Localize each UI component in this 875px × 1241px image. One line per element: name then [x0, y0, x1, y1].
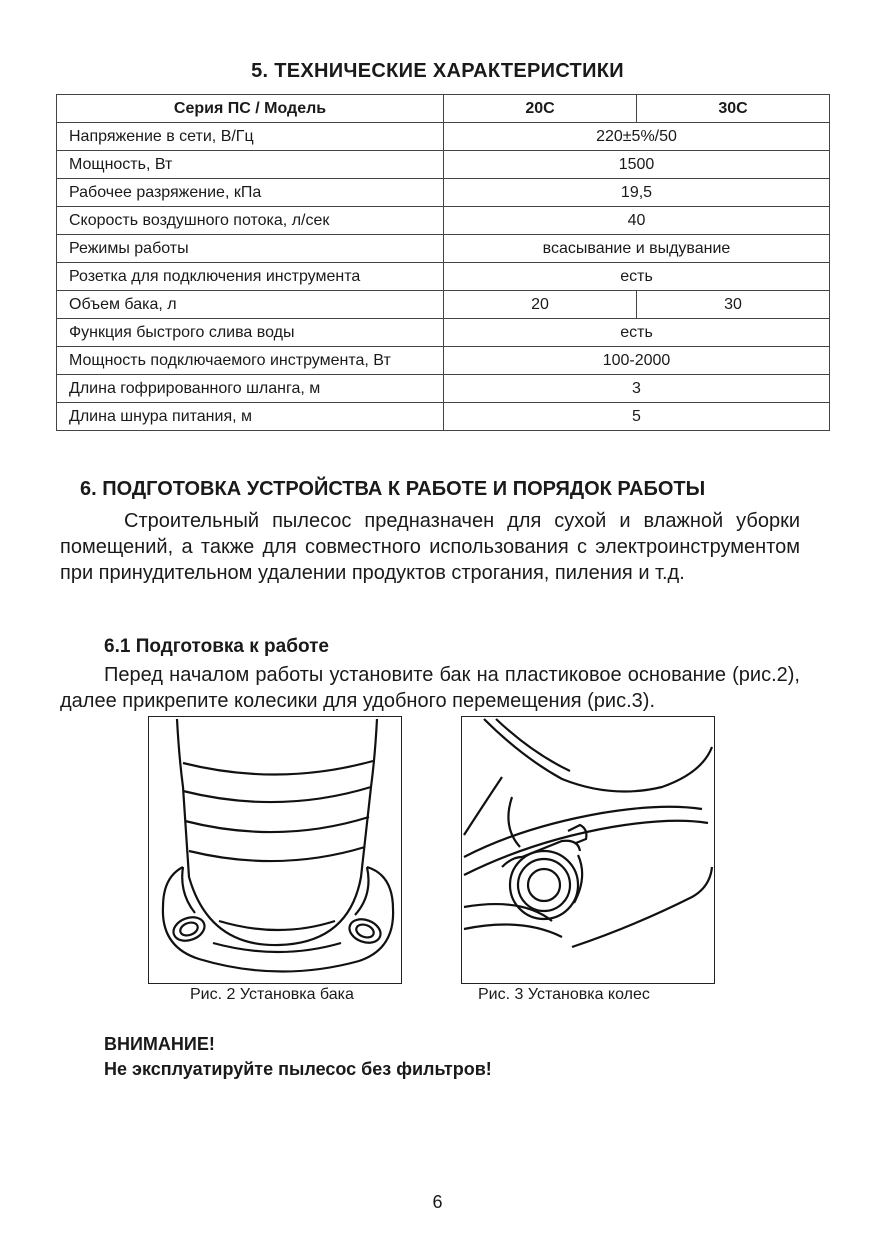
- row-value: есть: [444, 263, 830, 291]
- table-row: [57, 207, 830, 235]
- table-row: [57, 179, 830, 207]
- row-param: Скорость воздушного потока, л/сек: [57, 207, 444, 235]
- warning-text: Не эксплуатируйте пылесос без фильтров!: [104, 1059, 492, 1079]
- table-row: [57, 235, 830, 263]
- row-value: всасывание и выдувание: [444, 235, 830, 263]
- figure-2-caption: Рис. 2 Установка бака: [190, 986, 354, 1003]
- row-param: Напряжение в сети, В/Гц: [57, 123, 444, 151]
- row-value: 220±5%/50: [444, 123, 830, 151]
- header-param: Серия ПС / Модель: [57, 95, 444, 123]
- row-param: Функция быстрого слива воды: [57, 319, 444, 347]
- table-header-row: [57, 95, 830, 123]
- row-value-20: 20: [444, 291, 637, 319]
- row-value: 5: [444, 403, 830, 431]
- row-param: Розетка для подключения инструмента: [57, 263, 444, 291]
- table-row: [57, 151, 830, 179]
- row-value: 3: [444, 375, 830, 403]
- page-number: 6: [432, 1192, 443, 1212]
- row-param: Рабочее разряжение, кПа: [57, 179, 444, 207]
- row-param: Мощность подключаемого инструмента, Вт: [57, 347, 444, 375]
- header-model-30: 30С: [636, 95, 829, 123]
- table-row: [57, 403, 830, 431]
- table-row: [57, 347, 830, 375]
- section-6-title: 6. ПОДГОТОВКА УСТРОЙСТВА К РАБОТЕ И ПОРЯДОК РАБОТЫ: [80, 478, 706, 500]
- wheel-illustration: [462, 717, 714, 983]
- figure-wheel-install: [461, 716, 715, 984]
- row-value: есть: [444, 319, 830, 347]
- row-value-30: 30: [636, 291, 829, 319]
- row-param: Длина шнура питания, м: [57, 403, 444, 431]
- row-value: 1500: [444, 151, 830, 179]
- row-param: Длина гофрированного шланга, м: [57, 375, 444, 403]
- subsection-paragraph: [60, 662, 800, 714]
- specs-table: [56, 94, 830, 431]
- warning-title: ВНИМАНИЕ!: [104, 1034, 215, 1054]
- row-param: Режимы работы: [57, 235, 444, 263]
- section-5-title: 5. ТЕХНИЧЕСКИЕ ХАРАКТЕРИСТИКИ: [251, 60, 624, 82]
- intro-paragraph: [60, 508, 800, 586]
- table-row: [57, 123, 830, 151]
- header-model-20: 20С: [444, 95, 637, 123]
- tank-illustration: [149, 717, 401, 983]
- table-row: [57, 291, 830, 319]
- table-row: [57, 263, 830, 291]
- row-value: 40: [444, 207, 830, 235]
- row-value: 100-2000: [444, 347, 830, 375]
- figure-3-caption: Рис. 3 Установка колес: [478, 986, 650, 1003]
- row-value: 19,5: [444, 179, 830, 207]
- intro-text: Строительный пылесос предназначен для сухой и влажной уборки помещений, а также для совместного использования с электроинструментом при принудительном удалении продуктов строгания, пиления и т.д.: [60, 510, 800, 584]
- row-param: Объем бака, л: [57, 291, 444, 319]
- table-row: [57, 375, 830, 403]
- subsection-text: Перед началом работы установите бак на пластиковое основание (рис.2), далее прикрепите колесики для удобного перемещения (рис.3).: [60, 664, 800, 712]
- figure-tank-install: [148, 716, 402, 984]
- subsection-title: 6.1 Подготовка к работе: [104, 636, 329, 657]
- row-param: Мощность, Вт: [57, 151, 444, 179]
- table-row: [57, 319, 830, 347]
